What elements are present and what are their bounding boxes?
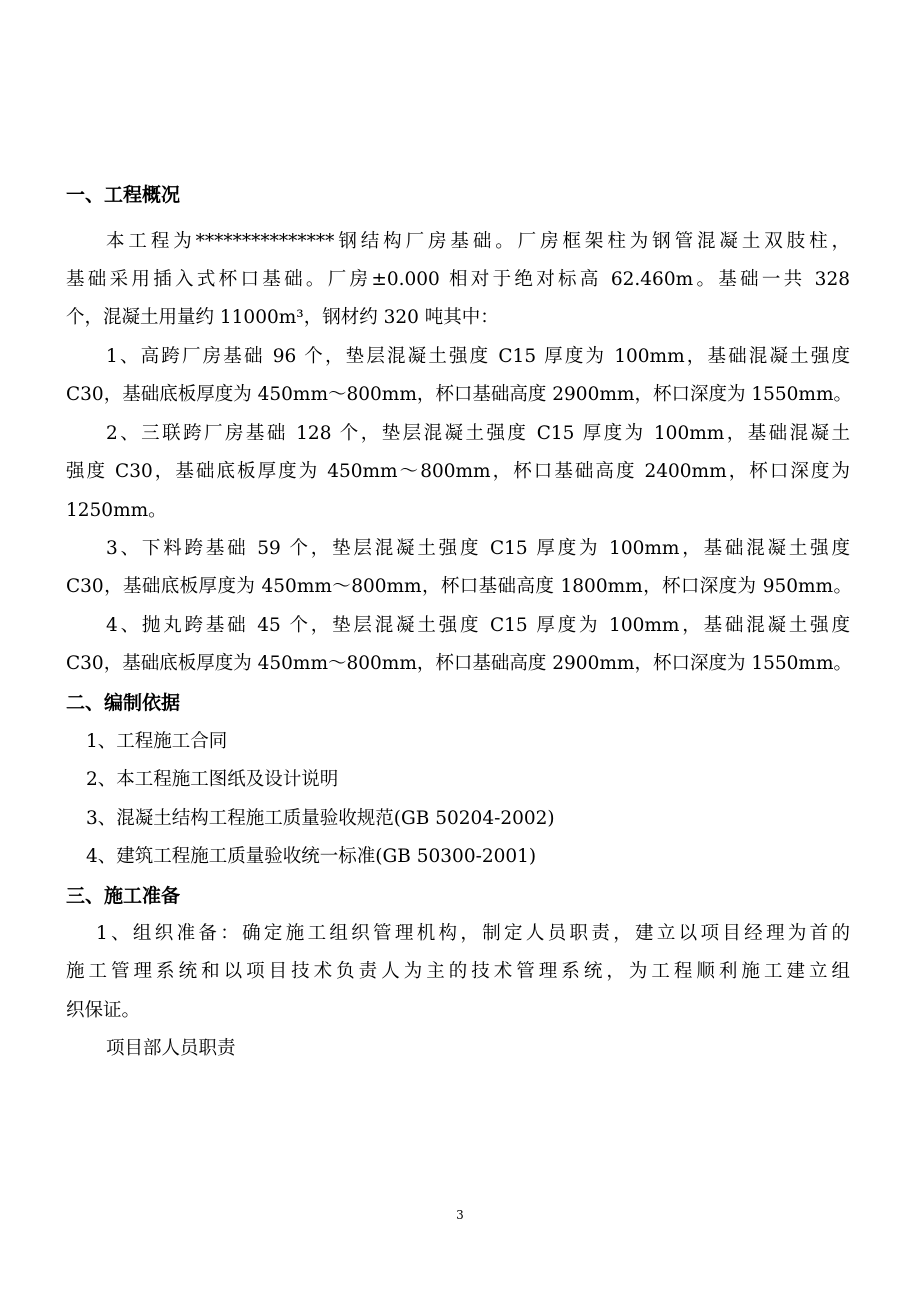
foundation-item-3-line-2: C30，基础底板厚度为 450mm～800mm，杯口基础高度 1800mm，杯口深度为 950mm。: [66, 576, 852, 597]
preparation-paragraph-line-1: 1、组织准备：确定施工组织管理机构，制定人员职责，建立以项目经理为首的: [96, 923, 850, 944]
section-heading-basis: 二、编制依据: [66, 692, 181, 714]
foundation-item-2-line-1: 2、三联跨厂房基础 128 个，垫层混凝土强度 C15 厚度为 100mm，基础混凝土: [106, 423, 850, 444]
foundation-item-4-line-2: C30，基础底板厚度为 450mm～800mm，杯口基础高度 2900mm，杯口深度为 1550mm。: [66, 653, 852, 674]
basis-item-4: 4、建筑工程施工质量验收统一标准(GB 50300-2001): [86, 846, 537, 867]
overview-paragraph-line-3: 个，混凝土用量约 11000m³，钢材约 320 吨其中：: [66, 307, 499, 328]
preparation-paragraph-line-3: 织保证。: [66, 1000, 141, 1021]
basis-item-1: 1、工程施工合同: [86, 731, 228, 752]
foundation-item-2-line-3: 1250mm。: [66, 500, 167, 521]
overview-paragraph-line-2: 基础采用插入式杯口基础。厂房±0.000 相对于绝对标高 62.460m。基础一共 328: [66, 269, 850, 290]
staff-responsibilities-label: 项目部人员职责: [106, 1038, 236, 1059]
foundation-item-1-line-2: C30，基础底板厚度为 450mm～800mm，杯口基础高度 2900mm，杯口深度为 1550mm。: [66, 384, 852, 405]
basis-item-2: 2、本工程施工图纸及设计说明: [86, 769, 339, 790]
foundation-item-4-line-1: 4、抛丸跨基础 45 个，垫层混凝土强度 C15 厚度为 100mm，基础混凝土强度: [106, 615, 850, 636]
foundation-item-1-line-1: 1、高跨厂房基础 96 个，垫层混凝土强度 C15 厚度为 100mm，基础混凝土强度: [106, 346, 850, 367]
foundation-item-2-line-2: 强度 C30，基础底板厚度为 450mm～800mm，杯口基础高度 2400mm，杯口深度为: [66, 461, 850, 482]
section-heading-overview: 一、工程概况: [66, 184, 181, 206]
section-heading-preparation: 三、施工准备: [66, 885, 181, 907]
foundation-item-3-line-1: 3、下料跨基础 59 个，垫层混凝土强度 C15 厚度为 100mm，基础混凝土强度: [106, 538, 850, 559]
page-number: 3: [456, 1208, 464, 1222]
overview-paragraph-line-1: 本工程为***************钢结构厂房基础。厂房框架柱为钢管混凝土双肢柱，: [106, 231, 850, 252]
preparation-paragraph-line-2: 施工管理系统和以项目技术负责人为主的技术管理系统，为工程顺利施工建立组: [66, 961, 850, 982]
basis-item-3: 3、混凝土结构工程施工质量验收规范(GB 50204-2002): [86, 808, 555, 829]
